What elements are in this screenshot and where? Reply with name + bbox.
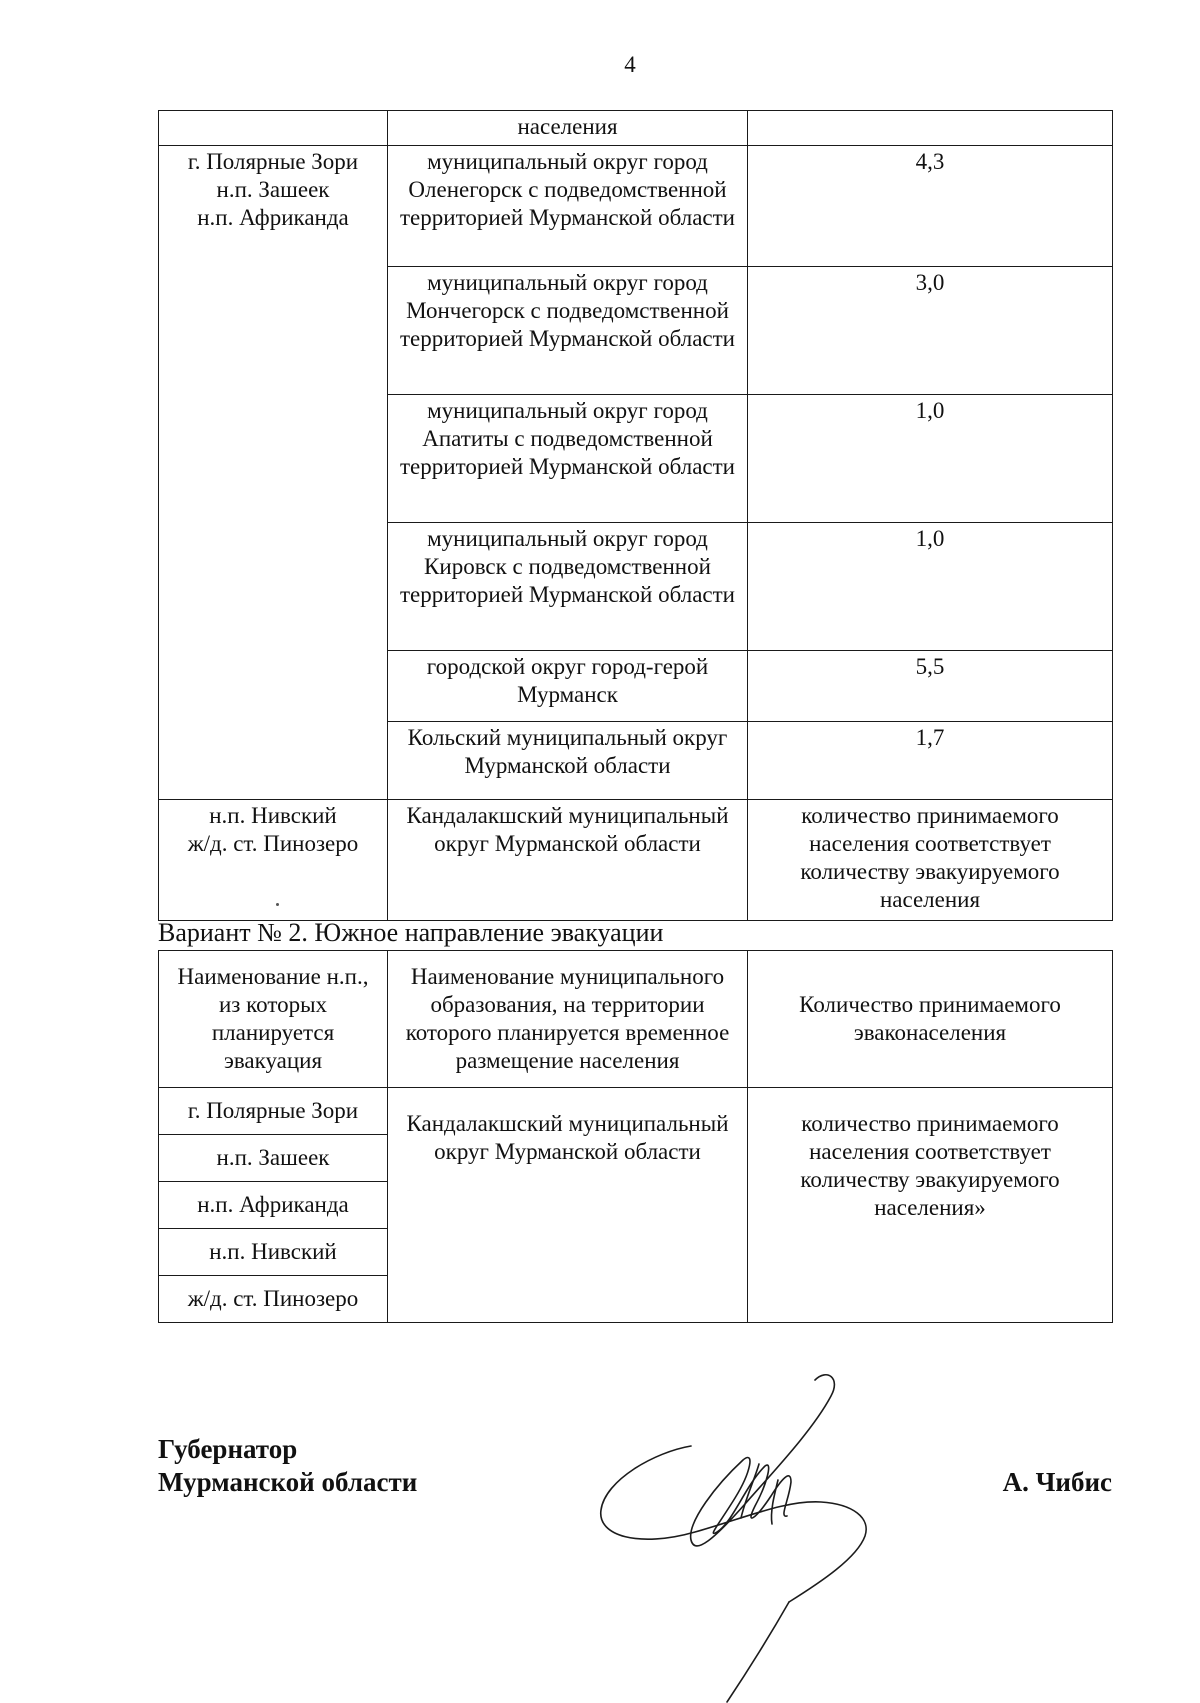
variant-heading: Вариант № 2. Южное направление эвакуации [158,918,664,947]
column-header: Наименование муниципального образования, на территории которого планируется временное размещение населения [388,951,748,1088]
origin-places-cell [159,800,388,921]
table-row [159,1088,1113,1135]
municipality-cell: муниципальный округ город Оленегорск с подведомственной территорией Мурманской области [388,146,748,267]
value-cell: 1,0 [748,395,1113,523]
value-cell: количество принимаемого населения соответствует количеству эвакуируемого населения» [748,1088,1113,1323]
value-cell: 1,7 [748,722,1113,800]
signatory-title-line: Мурманской области [158,1467,418,1497]
municipality-cell: Кольский муниципальный округ Мурманской области [388,722,748,800]
place-name: н.п. Зашеек [216,177,330,202]
table-cell: населения [388,111,748,146]
signatory-title-line: Губернатор [158,1434,298,1464]
municipality-cell: Кандалакшский муниципальный округ Мурманской области [388,1088,748,1323]
municipality-cell: муниципальный округ город Мончегорск с подведомственной территорией Мурманской области [388,267,748,395]
column-header: Количество принимаемого эваконаселения [748,951,1113,1088]
handwritten-signature [595,1368,895,1703]
place-name: н.п. Зашеек [159,1135,388,1182]
municipality-cell: муниципальный округ город Кировск с подведомственной территорией Мурманской области [388,523,748,651]
place-name: н.п. Нивский [159,1229,388,1276]
place-name: ж/д. ст. Пинозеро [187,831,359,856]
table-row [159,800,1113,921]
scan-speck [276,903,279,906]
signatory-name: А. Чибис [1002,1467,1112,1497]
place-name: н.п. Африканда [159,1182,388,1229]
value-cell: количество принимаемого населения соответствует количеству эвакуируемого населения [748,800,1113,921]
origin-places-cell [159,146,388,800]
column-header: Наименование н.п., из которых планируется эвакуация [159,951,388,1088]
signatory-title [158,1433,417,1499]
municipality-cell: муниципальный округ город Апатиты с подведомственной территорией Мурманской области [388,395,748,523]
table-header-row [159,951,1113,1088]
place-name: ж/д. ст. Пинозеро [159,1276,388,1323]
table-cell [159,111,388,146]
value-cell: 5,5 [748,651,1113,722]
evacuation-table-variant-2 [158,950,1113,1323]
value-cell: 1,0 [748,523,1113,651]
place-name: г. Полярные Зори [159,1088,388,1135]
table-cell [748,111,1113,146]
page-number: 4 [624,52,636,77]
table-row [159,111,1113,146]
place-name: н.п. Нивский [209,803,337,828]
value-cell: 3,0 [748,267,1113,395]
table-row [159,146,1113,267]
municipality-cell: городской округ город-герой Мурманск [388,651,748,722]
place-name: г. Полярные Зори [187,149,359,174]
evacuation-table-continued [158,110,1113,921]
place-name: н.п. Африканда [197,205,349,230]
value-cell: 4,3 [748,146,1113,267]
municipality-cell: Кандалакшский муниципальный округ Мурманской области [388,800,748,921]
